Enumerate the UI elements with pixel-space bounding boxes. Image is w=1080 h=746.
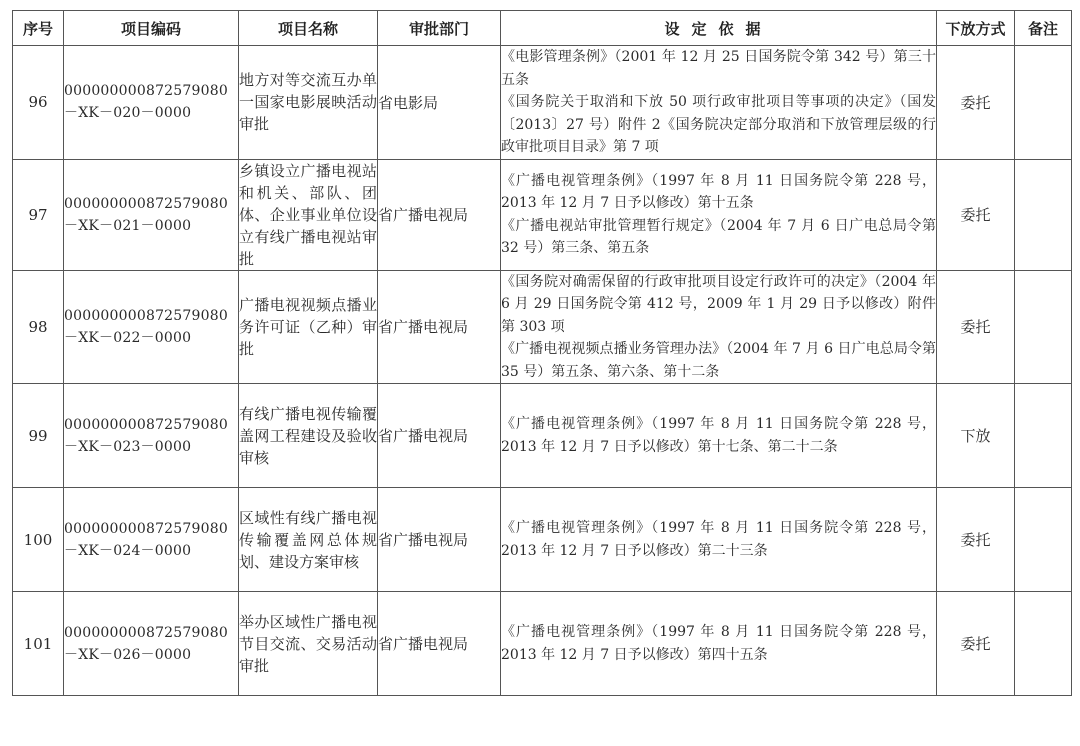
row-dept: 省广播电视局 [378, 488, 501, 592]
row-no: 96 [13, 46, 64, 160]
row-code-line: －XK－022－0000 [64, 329, 192, 346]
row-code-line: －XK－021－0000 [64, 217, 192, 234]
header-no: 序号 [13, 11, 64, 46]
row-code-line: －XK－024－0000 [64, 542, 192, 559]
row-code-line: 000000000872579080 [64, 307, 228, 324]
row-basis-item: 《广播电视管理条例》（1997 年 8 月 11 日国务院令第 228 号，2013 年 12 月 7 日予以修改）第二十三条 [501, 520, 936, 559]
row-name: 区域性有线广播电视传输覆盖网总体规划、建设方案审核 [239, 488, 378, 592]
row-no: 100 [13, 488, 64, 592]
row-no: 101 [13, 592, 64, 696]
row-code [64, 159, 239, 270]
header-code: 项目编码 [64, 11, 239, 46]
row-dept: 省广播电视局 [378, 159, 501, 270]
row-basis-item: 《广播电视管理条例》（1997 年 8 月 11 日国务院令第 228 号，2013 年 12 月 7 日予以修改）第四十五条 [501, 624, 936, 663]
row-basis-item: 《广播电视管理条例》（1997 年 8 月 11 日国务院令第 228 号，2013 年 12 月 7 日予以修改）第十七条、第二十二条 [501, 416, 936, 455]
row-basis [501, 46, 937, 160]
approval-items-table [12, 10, 1072, 696]
header-name: 项目名称 [239, 11, 378, 46]
row-basis-item: 《广播电视管理条例》（1997 年 8 月 11 日国务院令第 228 号，2013 年 12 月 7 日予以修改）第十五条 [501, 172, 936, 211]
row-basis-item: 《广播电视站审批管理暂行规定》（2004 年 7 月 6 日广电总局令第 32 号）第三条、第五条 [501, 217, 936, 256]
row-code [64, 488, 239, 592]
row-method: 委托 [937, 270, 1015, 384]
header-method: 下放方式 [937, 11, 1015, 46]
row-dept: 省广播电视局 [378, 270, 501, 384]
row-basis-item: 《广播电视视频点播业务管理办法》（2004 年 7 月 6 日广电总局令第 35 号）第五条、第六条、第十二条 [501, 341, 936, 380]
row-name: 地方对等交流互办单一国家电影展映活动审批 [239, 46, 378, 160]
row-no: 97 [13, 159, 64, 270]
row-remark [1015, 46, 1072, 160]
row-code-line: 000000000872579080 [64, 83, 228, 100]
row-basis-item: 《电影管理条例》（2001 年 12 月 25 日国务院令第 342 号）第三十五条 [501, 49, 936, 88]
row-basis [501, 270, 937, 384]
table-row [13, 270, 1072, 384]
table-row [13, 46, 1072, 160]
row-code-line: －XK－026－0000 [64, 646, 192, 663]
row-dept: 省广播电视局 [378, 384, 501, 488]
row-name: 有线广播电视传输覆盖网工程建设及验收审核 [239, 384, 378, 488]
row-name: 广播电视视频点播业务许可证（乙种）审批 [239, 270, 378, 384]
row-method: 委托 [937, 159, 1015, 270]
row-method: 委托 [937, 488, 1015, 592]
row-code-line: 000000000872579080 [64, 416, 228, 433]
row-no: 99 [13, 384, 64, 488]
row-code [64, 46, 239, 160]
row-code-line: 000000000872579080 [64, 520, 228, 537]
header-basis: 设定依据 [501, 11, 937, 46]
row-code [64, 270, 239, 384]
row-dept: 省电影局 [378, 46, 501, 160]
header-remark: 备注 [1015, 11, 1072, 46]
row-basis [501, 592, 937, 696]
row-code-line: －XK－020－0000 [64, 105, 192, 122]
header-dept: 审批部门 [378, 11, 501, 46]
row-name: 举办区域性广播电视节目交流、交易活动审批 [239, 592, 378, 696]
row-dept: 省广播电视局 [378, 592, 501, 696]
table-row [13, 592, 1072, 696]
row-remark [1015, 488, 1072, 592]
row-remark [1015, 592, 1072, 696]
row-remark [1015, 159, 1072, 270]
row-code-line: －XK－023－0000 [64, 438, 192, 455]
row-name: 乡镇设立广播电视站和机关、部队、团体、企业事业单位设立有线广播电视站审批 [239, 159, 378, 270]
table-header-row [13, 11, 1072, 46]
table-row [13, 159, 1072, 270]
row-basis [501, 384, 937, 488]
row-basis-item: 《国务院关于取消和下放 50 项行政审批项目等事项的决定》（国发〔2013〕27 号）附件 2《国务院决定部分取消和下放管理层级的行政审批项目目录》第 7 项 [501, 94, 936, 155]
row-method: 委托 [937, 46, 1015, 160]
row-method: 委托 [937, 592, 1015, 696]
row-method: 下放 [937, 384, 1015, 488]
row-code-line: 000000000872579080 [64, 624, 228, 641]
row-basis [501, 488, 937, 592]
table-row [13, 488, 1072, 592]
row-basis-item: 《国务院对确需保留的行政审批项目设定行政许可的决定》（2004 年 6 月 29 日国务院令第 412 号，2009 年 1 月 29 日予以修改）附件第 303 项 [501, 273, 936, 335]
row-code [64, 384, 239, 488]
row-basis [501, 159, 937, 270]
row-no: 98 [13, 270, 64, 384]
row-remark [1015, 270, 1072, 384]
table-row [13, 384, 1072, 488]
row-code [64, 592, 239, 696]
row-remark [1015, 384, 1072, 488]
row-code-line: 000000000872579080 [64, 195, 228, 212]
